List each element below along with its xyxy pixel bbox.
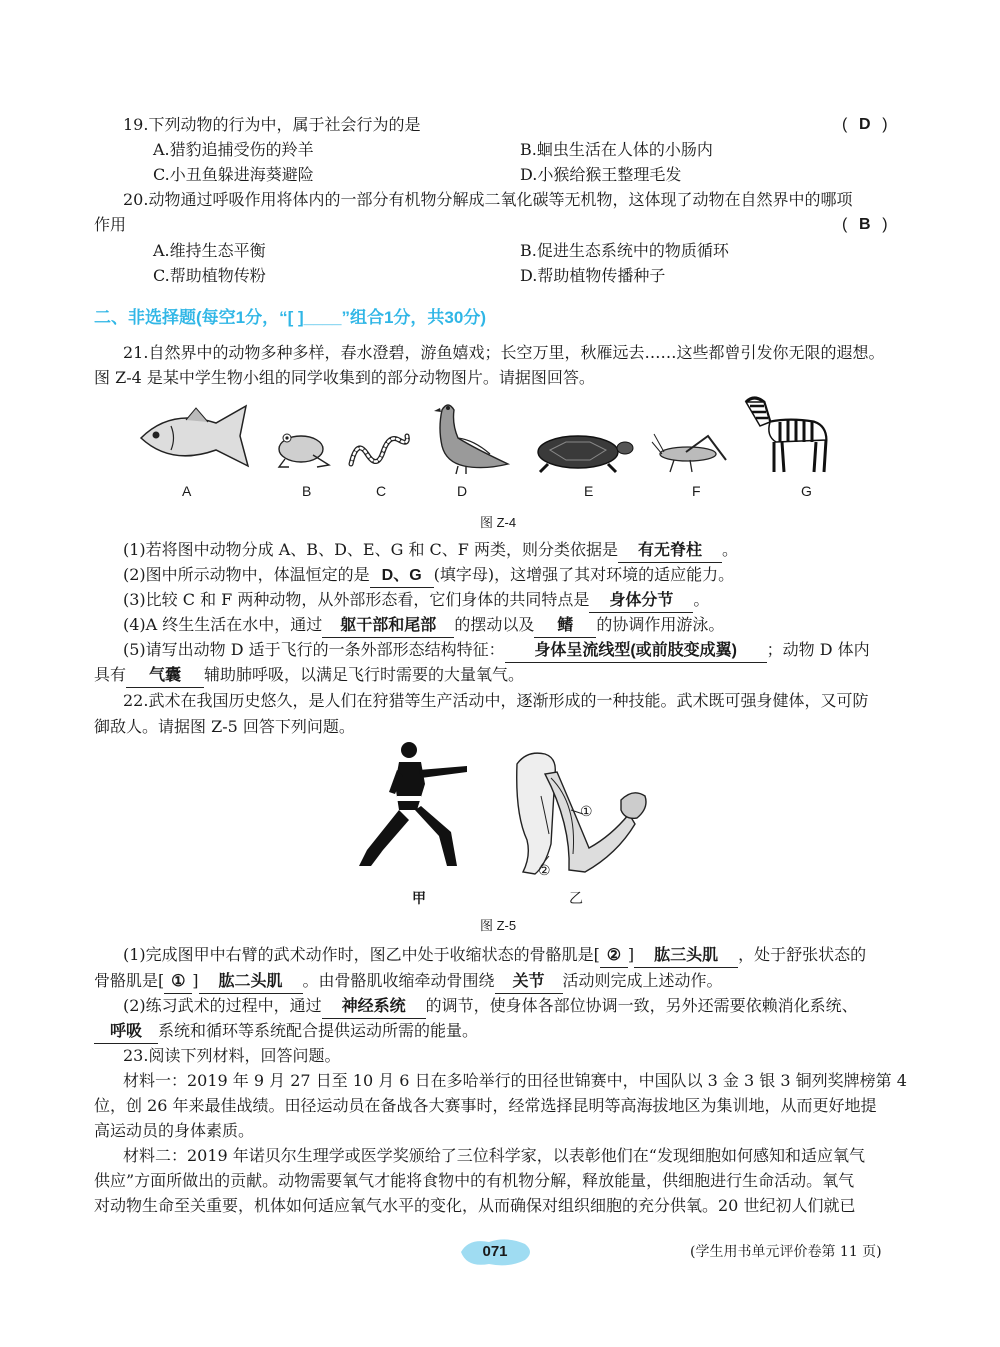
q22-part2-answer: 神经系统 (322, 996, 426, 1019)
q20-stem-line2: 作用 (94, 215, 127, 234)
q22-part1-line2-text: 骨骼肌是[ (94, 971, 165, 990)
q21-part3-end: 。 (693, 590, 710, 609)
q23-material2-line1: 材料二：2019 年诺贝尔生理学或医学奖颁给了三位科学家，以表彰他们在“发现细胞如何感知和适应氧气 (123, 1146, 865, 1165)
q22-intro-line1: 22.武术在我国历史悠久，是人们在狩猎等生产活动中，逐渐形成的一种技能。武术既可强身健体，又可防 (123, 691, 869, 710)
fig-label-c: C (376, 483, 387, 499)
q19-option-b: B.蛔虫生活在人体的小肠内 (520, 140, 713, 159)
q21-part3-answer: 身体分节 (589, 590, 693, 613)
zebra-illustration (740, 392, 836, 476)
q21-part2 (123, 564, 734, 588)
q22-part1-answer-num: ② (600, 945, 628, 968)
q21-part5-line2-text: 具有 (94, 665, 127, 684)
q21-part4-end: 的协调作用游泳。 (596, 615, 725, 634)
q20-answer-letter: B (859, 216, 871, 233)
q22-part2 (123, 995, 858, 1019)
q21-part1-answer: 有无脊柱 (618, 540, 722, 563)
frog-illustration (273, 425, 335, 470)
figure-z4-caption: 图 Z-4 (480, 515, 517, 530)
footer-note: (学生用书单元评价卷第 11 页) (690, 1244, 882, 1260)
q22-part2-text: (2)练习武术的过程中，通过 (123, 996, 322, 1015)
q22-part2-end: 的调节，使身体各部位协调一致，另外还需要依赖消化系统、 (425, 996, 858, 1015)
q21-intro-line2: 图 Z-4 是某中学生物小组的同学收集到的部分动物图片。请据图回答。 (94, 368, 595, 387)
q22-part2-line2-end: 系统和循环等系统配合提供运动所需的能量。 (158, 1021, 479, 1040)
fig-label-g: G (801, 483, 812, 499)
q21-part2-text: (2)图中所示动物中，体温恒定的是 (123, 565, 370, 584)
q20-option-d: D.帮助植物传播种子 (520, 266, 666, 285)
q22-part1-answer2-num: ① (164, 971, 192, 994)
grasshopper-illustration (650, 430, 736, 475)
q22-part1-answer: 肱三头肌 (634, 945, 738, 968)
fish-illustration (136, 398, 256, 473)
q19-option-c: C.小丑鱼躲进海葵避险 (153, 165, 314, 184)
q23-material1-line3: 高运动员的身体素质。 (94, 1121, 255, 1140)
q19-option-a: A.猎豹追捕受伤的羚羊 (153, 140, 314, 159)
marker-1: ① (580, 803, 593, 819)
q19-answer: ( D ) (842, 114, 888, 136)
q22-part1-answer3: 关节 (495, 971, 563, 994)
marker-2: ② (538, 862, 551, 878)
q21-part5 (123, 639, 870, 663)
q21-part4-mid: 的摆动以及 (454, 615, 535, 634)
q21-part5-end: ；动物 D 体内 (766, 640, 870, 659)
q21-part1-end: 。 (721, 540, 738, 559)
q21-part5-line2 (94, 664, 524, 688)
q22-part1-answer2: 肱二头肌 (199, 971, 303, 994)
q22-part1-bracket: ] (627, 945, 635, 964)
q20-option-c: C.帮助植物传粉 (153, 266, 266, 285)
q21-part1-text: (1)若将图中动物分成 A、B、D、E、G 和 C、F 两类，则分类依据是 (123, 540, 618, 559)
fig-label-d: D (457, 483, 468, 499)
q22-part1-line2-end: 活动则完成上述动作。 (562, 971, 723, 990)
section2-title: 二、非选择题(每空1分，“[ ]____”组合1分，共30分) (94, 308, 487, 327)
q22-part2-line2 (94, 1020, 478, 1044)
label-yi: 乙 (569, 890, 583, 906)
q21-intro-line1: 21.自然界中的动物多种多样，春水澄碧，游鱼嬉戏；长空万里，秋雁远去……这些都曾引发你无限的遐想。 (123, 343, 885, 362)
q22-part1-line2-mid: 。由骨骼肌收缩牵动骨围绕 (302, 971, 495, 990)
q21-part5-text: (5)请写出动物 D 适于飞行的一条外部形态结构特征： (123, 640, 505, 659)
q21-part4-answer2: 鳍 (534, 615, 596, 638)
q22-part1-text: (1)完成图甲中右臂的武术动作时，图乙中处于收缩状态的骨骼肌是[ (123, 945, 600, 964)
q23-material2-line2: 供应”方面所做出的贡献。动物需要氧气才能将食物中的有机物分解，释放能量，供细胞进行生命活动。氧气 (94, 1171, 855, 1190)
q21-part1 (123, 539, 738, 563)
q22-part1-end: ，处于舒张状态的 (738, 945, 867, 964)
label-jia: 甲 (412, 891, 426, 907)
q21-part4-text: (4)A 终生生活在水中，通过 (123, 615, 323, 634)
figure-z5-caption: 图 Z-5 (480, 918, 517, 933)
pigeon-illustration (428, 398, 512, 476)
q21-part2-answer: D、G (370, 565, 434, 588)
q23-stem: 23.阅读下列材料，回答问题。 (123, 1046, 341, 1065)
q23-material1-line1: 材料一：2019 年 9 月 27 日至 10 月 6 日在多哈举行的田径世锦赛中，中国队以 3 金 3 银 3 铜列奖牌榜第 4 (123, 1071, 907, 1090)
page-number: 071 (482, 1243, 508, 1260)
q20-option-b: B.促进生态系统中的物质循环 (520, 241, 729, 260)
q19-stem: 19.下列动物的行为中，属于社会行为的是 (123, 115, 421, 134)
q21-part3 (123, 589, 709, 613)
q20-stem-line1: 20.动物通过呼吸作用将体内的一部分有机物分解成二氧化碳等无机物，这体现了动物在自然界中的哪项 (123, 190, 853, 209)
q21-part5-answer2: 气囊 (126, 665, 204, 688)
q20-answer: ( B ) (842, 214, 888, 236)
q22-part1 (123, 944, 866, 968)
fig-label-f: F (692, 483, 701, 499)
q20-option-a: A.维持生态平衡 (153, 241, 266, 260)
q23-material2-line3: 对动物生命至关重要，机体如何适应氧气水平的变化，从而确保对组织细胞的充分供氧。20 世纪初人们就已 (94, 1196, 856, 1215)
turtle-illustration (528, 428, 634, 476)
q21-part4 (123, 614, 724, 638)
q22-part1-line2-bracket: ] (192, 971, 199, 990)
q21-part5-answer: 身体呈流线型(或前肢变成翼) (505, 640, 767, 663)
q22-part1-line2 (94, 970, 723, 994)
fig-label-a: A (182, 483, 192, 499)
q21-part3-text: (3)比较 C 和 F 两种动物，从外部形态看，它们身体的共同特点是 (123, 590, 590, 609)
q21-part4-answer1: 躯干部和尾部 (322, 615, 454, 638)
q22-part2-answer2: 呼吸 (94, 1021, 158, 1044)
q19-option-d: D.小猴给猴王整理毛发 (520, 165, 682, 184)
q22-intro-line2: 御敌人。请据图 Z-5 回答下列问题。 (94, 717, 355, 736)
q21-part2-end: (填字母)，这增强了其对环境的适应能力。 (433, 565, 735, 584)
fig-label-e: E (584, 483, 594, 499)
q19-answer-letter: D (859, 116, 871, 133)
q23-material1-line2: 位，创 26 年来最佳战绩。田径运动员在备战各大赛事时，经常选择昆明等高海拔地区为集训地，从而更好地提 (94, 1096, 877, 1115)
fig-label-b: B (302, 483, 312, 499)
q21-part5-line2-end: 辅助肺呼吸，以满足飞行时需要的大量氧气。 (204, 665, 525, 684)
martial-artist-figure (355, 740, 475, 872)
earthworm-illustration (347, 428, 411, 472)
